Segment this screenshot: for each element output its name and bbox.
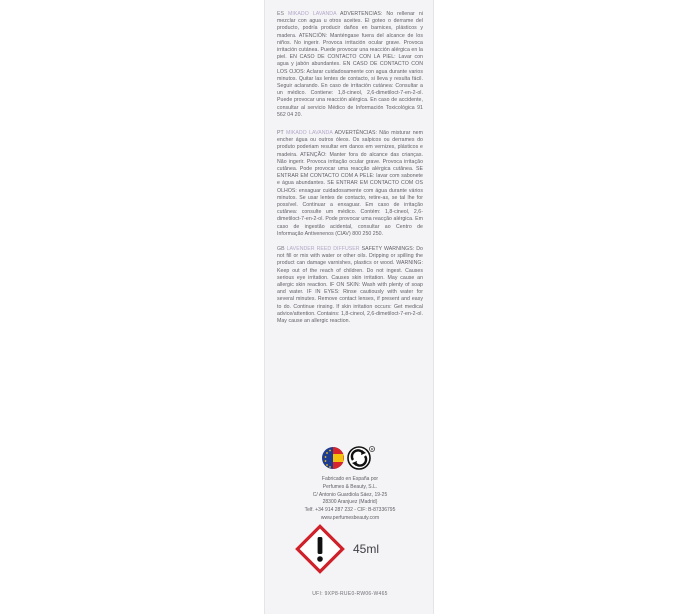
language-code: GB — [277, 246, 285, 252]
warning-block-pt — [277, 130, 423, 238]
recycling-mark-icon — [348, 446, 375, 469]
warning-text: ADVERTENCIAS: No rellenar ni mezclar con agua u otros aceites. El goteo o derrame del producto, podría producir daños en barnices, plásticos y madera. ATENCIÓN: Manténgase fuera del alcance de los niños. No ingerir. Provoca irritación ocular grave. Provoca irritación cutánea. Puede provocar una reacción alérgica en la piel. EN CASO DE CONTACTO CON LA PIEL: Lavar con agua y jabón abundantes. EN CASO DE CONTACTO CON LOS OJOS: Aclarar cuidadosamente con agua durante varios minutos. Quitar las lentes de contacto, si lleva y resulta fácil. Seguir aclarando. En caso de irritación cutánea: Consultar a un médico. Contiene: 1,8-cineol, 2,6-dimetiloct-7-en-2-ol. Puede provocar una reacción alérgica. En caso de accidente, consultar al servicio Médico de Información Toxicológica 91 562 04 20. — [277, 11, 423, 118]
manufacturer-line: C/ Antonio Guardiola Sáez, 19-25 — [312, 491, 388, 498]
product-name: MIKADO LAVANDA — [285, 130, 333, 136]
exclamation-hazard-icon — [295, 524, 345, 574]
manufacturer-line: Perfumes & Beauty, S.L. — [322, 483, 378, 490]
warning-text: ADVERTÊNCIAS: Não misturar nem encher água ou outros óleos. Os salpicos ou derrames do produto poderiam resultar em danos em vernizes, plásticos e madeira. ATENÇÃO: Manter fora do alcance das crianças. Não ingerir. Provoca irritação ocular grave. Provoca irritação cutânea. Pode provocar uma reacção alérgica cutânea. SE ENTRAR EM CONTACTO COM A PELE: lavar com sabonete e água abundantes. SE ENTRAR EM CONTACTO COM OS OLHOS: enxaguar cuidadosamente com água durante vários minutos. Se usar lentes de contacto, retire-as, se tal lhe for possível. Continuar a enxaguar. Em caso de irritação cutânea: consulte um médico. Contém: 1,8-cineol, 2,6-dimetiloct-7-en-2-ol. Pode provocar uma reacção alérgica. Em caso de ingestão acidental, consultar ao Centro de Informação Antivenenos (CIAV) 800 250 250. — [277, 130, 423, 237]
eu-spain-flag-icon — [322, 447, 344, 469]
product-label-panel — [264, 0, 434, 614]
ufi-code: UFI: 9XP8-RUE0-RW06-W465 — [312, 591, 388, 597]
origin-recycling-logos — [321, 444, 381, 470]
warning-text: SAFETY WARNINGS: Do not fill or mix with water or other oils. Dripping or spilling the product can damage varnishes, plastics or wood. WARNING: Keep out of the reach of children. Do not ingest. Causes serious eye irritation. Causes skin irritation. May cause an allergic skin reaction. IF ON SKIN: Wash with plenty of soap and water. IF IN EYES: Rinse cautiously with water for several minutes. Remove contact lenses, if present and easy to do. Continue rinsing. If skin irritation occurs: Get medical advice/attention. Contains: 1,8-cineol, 2,6-dimetiloct-7-en-2-ol. May cause an allergic reaction. — [277, 246, 423, 325]
manufacturer-line: 28300 Aranjuez (Madrid) — [322, 499, 378, 506]
volume-label: 45ml — [353, 542, 380, 556]
warning-block-es — [277, 11, 423, 119]
warning-block-gb — [277, 246, 423, 325]
manufacturer-line: Fabricado en España por — [321, 476, 379, 482]
language-code: PT — [277, 130, 284, 136]
product-name: LAVENDER REED DIFFUSER — [286, 246, 360, 252]
manufacturer-line: www.perfumesbeauty.com — [320, 514, 380, 521]
manufacturer-line: Telf. +34 914 287 232 - CIF: B-87336795 — [304, 507, 396, 514]
product-name: MIKADO LAVANDA — [288, 11, 337, 17]
svg-text:R: R — [370, 447, 374, 452]
language-code: ES — [277, 11, 285, 17]
manufacturer-info — [279, 476, 421, 523]
